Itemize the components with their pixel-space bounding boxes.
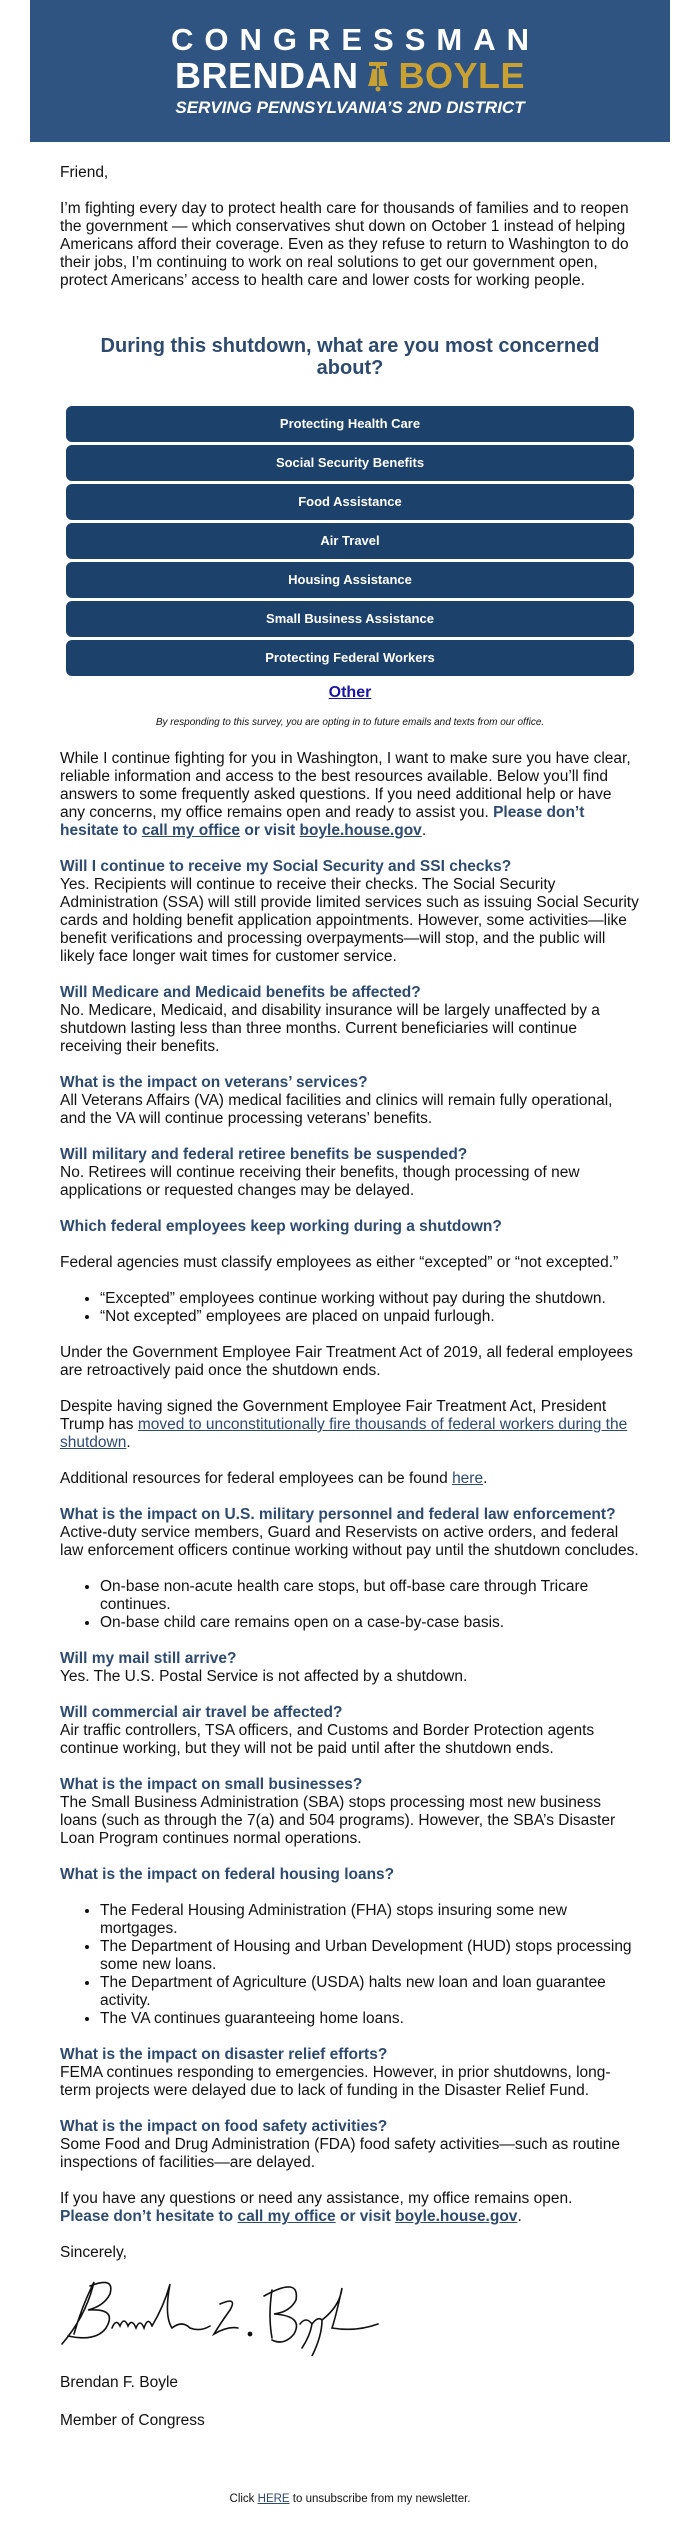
firing-suffix: . — [126, 1434, 131, 1451]
faq-question-retirees: Will military and federal retiree benefits be suspended? — [60, 1146, 468, 1163]
signer-title: Member of Congress — [60, 2412, 205, 2429]
faq-question-veterans: What is the impact on veterans’ services? — [60, 1074, 368, 1091]
closing-text: If you have any questions or need any assistance, my office remains open. — [60, 2190, 573, 2207]
resources-suffix: . — [483, 1470, 488, 1487]
housing-list — [60, 1902, 640, 2028]
footer — [60, 2490, 640, 2528]
greeting: Friend, — [60, 164, 109, 181]
list-item: • The Department of Agriculture (USDA) halts new loan and loan guarantee activity. — [100, 1974, 640, 2010]
faq-question-social-security: Will I continue to receive my Social Security and SSI checks? — [60, 858, 512, 875]
resources-text: Additional resources for federal employees can be found — [60, 1470, 448, 1487]
banner-tagline: SERVING PENNSYLVANIA’S 2ND DISTRICT — [175, 98, 525, 117]
footer-suffix: to unsubscribe from my newsletter. — [292, 2493, 471, 2505]
faq-question-military: What is the impact on U.S. military personnel and federal law enforcement? — [60, 1506, 616, 1523]
website-link[interactable]: boyle.house.gov — [299, 822, 422, 839]
cta-prefix: Please don’t hesitate to — [60, 804, 585, 839]
banner-last-name: BOYLE — [398, 55, 525, 96]
banner-first-name: BRENDAN — [174, 55, 359, 96]
closing-paragraph — [60, 2190, 640, 2226]
survey-option-federal-workers[interactable]: Protecting Federal Workers — [66, 640, 634, 676]
survey-option-small-business[interactable]: Small Business Assistance — [66, 601, 634, 637]
call-office-link[interactable]: call my office — [237, 2208, 336, 2225]
additional-resources-paragraph — [60, 1470, 640, 1488]
banner-name — [175, 57, 525, 95]
faq-question-mail: Will my mail still arrive? — [60, 1650, 237, 1667]
survey-options — [66, 406, 634, 676]
federal-employees-list — [60, 1290, 640, 1326]
faq-answer-mail: Yes. The U.S. Postal Service is not affected by a shutdown. — [60, 1668, 468, 1685]
cta-mid: or visit — [339, 2208, 391, 2225]
banner-congressman: CONGRESSMAN — [170, 22, 540, 57]
website-link[interactable]: boyle.house.gov — [395, 2208, 518, 2225]
faq-answer-federal-employees: Federal agencies must classify employees as either “excepted” or “not excepted.” — [60, 1254, 619, 1271]
faq-answer-retirees: No. Retirees will continue receiving their benefits, though processing of new applications or requested changes may be delayed. — [60, 1164, 580, 1199]
firing-article-link[interactable]: moved to unconstitutionally fire thousands of federal workers during the shutdown — [60, 1416, 628, 1451]
cta-suffix: . — [421, 822, 427, 839]
trump-firing-paragraph — [60, 1398, 640, 1452]
resources-intro — [60, 750, 640, 840]
faq-question-medicare: Will Medicare and Medicaid benefits be affected? — [60, 984, 421, 1001]
footer-prefix: Click — [229, 2493, 255, 2505]
survey-option-food-assistance[interactable]: Food Assistance — [66, 484, 634, 520]
signoff: Sincerely, — [60, 2244, 127, 2261]
list-item: • The Department of Housing and Urban Development (HUD) stops processing some new loans. — [100, 1938, 640, 1974]
closing-cta — [60, 2208, 517, 2225]
unsubscribe-link[interactable]: HERE — [257, 2493, 290, 2505]
faq-answer-food-safety: Some Food and Drug Administration (FDA) food safety activities—such as routine inspections of facilities—are delayed. — [60, 2136, 620, 2171]
list-item: • The VA continues guaranteeing home loans. — [100, 2010, 640, 2028]
liberty-bell-icon — [367, 61, 389, 91]
email-body — [0, 164, 700, 2528]
faq-answer-veterans: All Veterans Affairs (VA) medical facilities and clinics will remain fully operational, and the VA will continue processing veterans’ benefits. — [60, 1092, 613, 1127]
survey-other-link[interactable]: Other — [328, 684, 372, 701]
header-banner — [30, 0, 670, 142]
faq-question-federal-employees: Which federal employees keep working during a shutdown? — [60, 1218, 502, 1235]
faq-question-housing: What is the impact on federal housing loans? — [60, 1866, 395, 1883]
faq-answer-air-travel: Air traffic controllers, TSA officers, and Customs and Border Protection agents continue working, but they will not be paid until after the shutdown ends. — [60, 1722, 595, 1757]
military-list — [60, 1578, 640, 1632]
signature-image — [60, 2276, 640, 2356]
survey — [60, 335, 640, 732]
survey-option-health-care[interactable]: Protecting Health Care — [66, 406, 634, 442]
faq-question-food-safety: What is the impact on food safety activities? — [60, 2118, 388, 2135]
list-item: • On-base child care remains open on a case-by-case basis. — [100, 1614, 640, 1632]
survey-option-air-travel[interactable]: Air Travel — [66, 523, 634, 559]
resources-intro-text: While I continue fighting for you in Washington, I want to make sure you have clear, reliable information and access to the best resources available. Below you’ll find answers to some frequently asked questions. If you need additional help or have any concerns, my office remains open and ready to assist you. — [60, 750, 631, 821]
list-item: • “Not excepted” employees are placed on unpaid furlough. — [100, 1308, 640, 1326]
list-item: • “Excepted” employees continue working without pay during the shutdown. — [100, 1290, 640, 1308]
cta-suffix: . — [517, 2208, 522, 2225]
faq-question-disaster: What is the impact on disaster relief efforts? — [60, 2046, 388, 2063]
list-item: • The Federal Housing Administration (FHA) stops insuring some new mortgages. — [100, 1902, 640, 1938]
intro-paragraph: I’m fighting every day to protect health care for thousands of families and to reopen the government — which conservatives shut down on October 1 instead of helping Americans afford their coverage. Even as they refuse to return to Washington to do their jobs, I’m continuing to work on real solutions to get our government open, protect Americans’ access to health care and lower costs for working people. — [60, 200, 629, 289]
survey-disclaimer: By responding to this survey, you are opting in to future emails and texts from our office. — [155, 717, 545, 728]
cta-prefix: Please don’t hesitate to — [60, 2208, 234, 2225]
signer-name: Brendan F. Boyle — [60, 2374, 179, 2391]
cta-mid: or visit — [244, 822, 296, 839]
federal-resources-link[interactable]: here — [452, 1470, 484, 1487]
faq-question-air-travel: Will commercial air travel be affected? — [60, 1704, 343, 1721]
list-item: • On-base non-acute health care stops, but off-base care through Tricare continues. — [100, 1578, 640, 1614]
call-office-link[interactable]: call my office — [141, 822, 241, 839]
faq-answer-social-security: Yes. Recipients will continue to receive their checks. The Social Security Administration (SSA) will still provide limited services such as issuing Social Security cards and holding benefit application appointments. However, some activities—like benefit verifications and processing overpayments—will stop, and the public will likely face longer wait times for customer service. — [60, 876, 639, 965]
faq-question-small-business: What is the impact on small businesses? — [60, 1776, 363, 1793]
faq-answer-disaster: FEMA continues responding to emergencies. However, in prior shutdowns, long-term projects were delayed due to lack of funding in the Disaster Relief Fund. — [60, 2064, 611, 2099]
faq-answer-medicare: No. Medicare, Medicaid, and disability insurance will be largely unaffected by a shutdown lasting less than three months. Current beneficiaries will continue receiving their benefits. — [60, 1002, 600, 1055]
survey-option-housing[interactable]: Housing Assistance — [66, 562, 634, 598]
faq-answer-small-business: The Small Business Administration (SBA) stops processing most new business loans (such as through the 7(a) and 504 programs). However, the SBA’s Disaster Loan Program continues normal operations. — [60, 1794, 616, 1847]
survey-option-social-security[interactable]: Social Security Benefits — [66, 445, 634, 481]
faq-answer-military: Active-duty service members, Guard and Reservists on active orders, and federal law enforcement officers continue working without pay until the shutdown concludes. — [60, 1524, 639, 1559]
fair-treatment-act-paragraph: Under the Government Employee Fair Treatment Act of 2019, all federal employees are retroactively paid once the shutdown ends. — [60, 1344, 633, 1379]
survey-title: During this shutdown, what are you most concerned about? — [100, 335, 600, 379]
firing-text: Despite having signed the Government Employee Fair Treatment Act, President Trump has — [60, 1398, 607, 1433]
